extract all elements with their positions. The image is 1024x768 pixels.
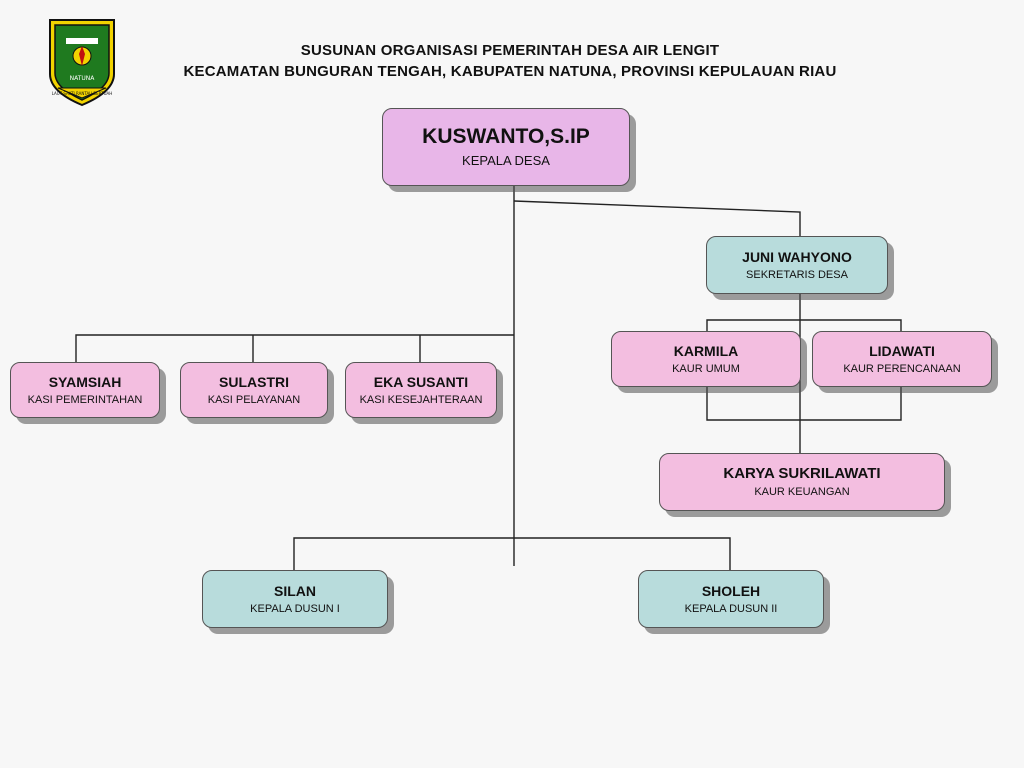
org-node-kasi-kesejahteraan[interactable] [345,362,497,418]
node-name: KARYA SUKRILAWATI [723,465,881,483]
node-name: SULASTRI [219,373,289,390]
org-node-kaur-keuangan[interactable] [659,453,945,511]
node-name: SILAN [274,582,316,599]
node-name: JUNI WAHYONO [742,248,852,265]
page-title [140,40,880,82]
org-node-kepala-dusun-2[interactable] [638,570,824,628]
node-name: EKA SUSANTI [373,373,469,390]
node-role: KAUR PERENCANAAN [843,362,961,375]
node-name: KARMILA [673,342,739,359]
node-role: KASI PEMERINTAHAN [27,393,143,406]
org-node-kaur-umum[interactable] [611,331,801,387]
node-role: KEPALA DESA [462,152,550,168]
node-name: KUSWANTO,S.IP [422,125,590,149]
svg-text:LAUT SAKTI RANTAU BERTUAH: LAUT SAKTI RANTAU BERTUAH [51,91,113,96]
svg-text:NATUNA: NATUNA [69,75,95,82]
node-name: SYAMSIAH [48,373,122,390]
node-role: SEKRETARIS DESA [746,268,848,281]
natuna-emblem-logo [44,16,120,108]
node-role: KAUR UMUM [672,362,740,375]
org-node-kepala-dusun-1[interactable] [202,570,388,628]
node-role: KASI KESEJAHTERAAN [359,393,483,406]
node-role: KASI PELAYANAN [207,393,301,406]
org-node-kasi-pemerintahan[interactable] [10,362,160,418]
org-node-kaur-perencanaan[interactable] [812,331,992,387]
node-name: SHOLEH [701,582,761,599]
node-name: LIDAWATI [869,342,935,359]
title-line-1: SUSUNAN ORGANISASI PEMERINTAH DESA AIR LENGIT [300,42,720,59]
org-node-sekretaris-desa[interactable] [706,236,888,294]
title-line-2: KECAMATAN BUNGURAN TENGAH, KABUPATEN NATUNA, PROVINSI KEPULAUAN RIAU [183,63,837,80]
node-role: KEPALA DUSUN I [250,602,340,615]
org-node-kepala-desa[interactable] [382,108,630,186]
node-role: KAUR KEUANGAN [754,486,850,499]
node-role: KEPALA DUSUN II [684,602,778,615]
org-node-kasi-pelayanan[interactable] [180,362,328,418]
